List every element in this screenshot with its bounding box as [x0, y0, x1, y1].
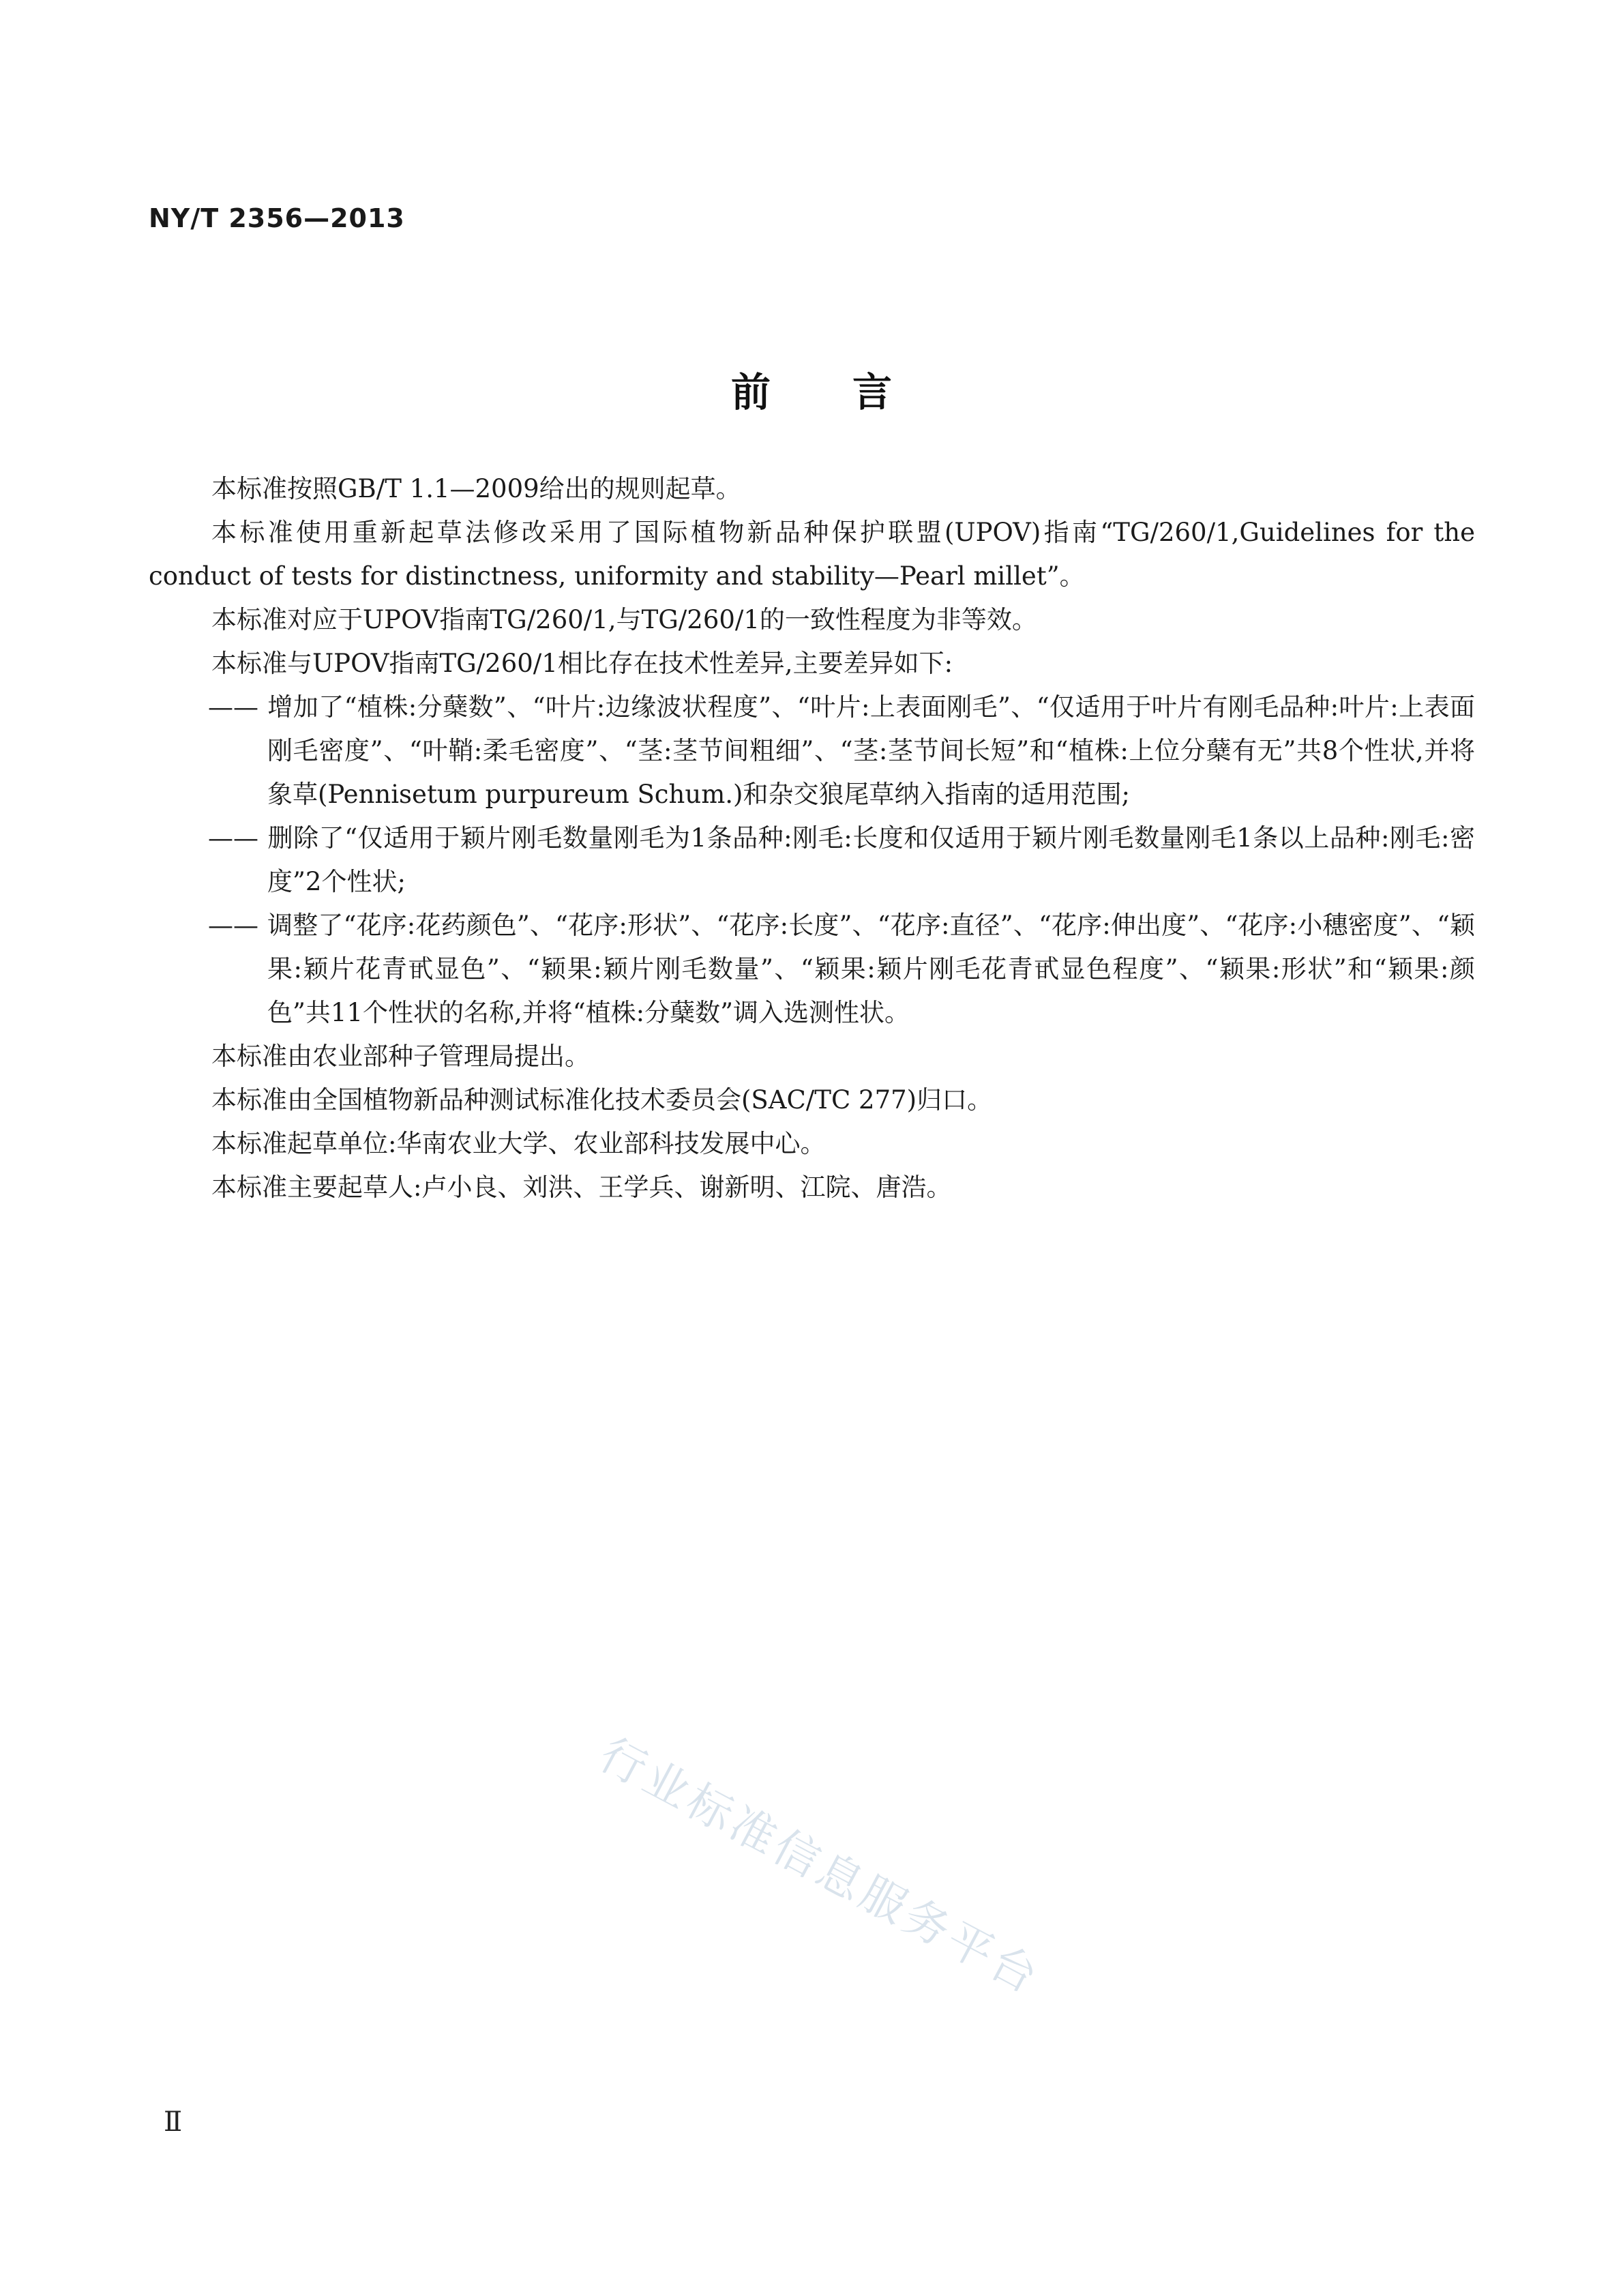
page-title: 前言	[730, 369, 974, 415]
list-dash: ——	[208, 823, 258, 853]
paragraph-proposed-by: 本标准由农业部种子管理局提出。	[211, 1042, 590, 1071]
paragraph-centralized-by: 本标准由全国植物新品种测试标准化技术委员会(SAC/TC 277)归口。	[211, 1085, 993, 1115]
paragraph-differences-intro: 本标准与UPOV指南TG/260/1相比存在技术性差异,主要差异如下:	[211, 649, 953, 678]
list-dash: ——	[208, 911, 258, 940]
paragraph-drafting-units: 本标准起草单位:华南农业大学、农业部科技发展中心。	[211, 1129, 826, 1158]
paragraph-equivalence: 本标准对应于UPOV指南TG/260/1,与TG/260/1的一致性程度为非等效。	[211, 605, 1037, 634]
list-dash: ——	[208, 692, 258, 722]
list-item-text: 删除了“仅适用于颖片刚毛数量刚毛为1条品种:刚毛:长度和仅适用于颖片刚毛数量刚毛1条以上品种:刚毛:密度”2个性状;	[267, 823, 1475, 896]
paragraph-drafting-rules: 本标准按照GB/T 1.1—2009给出的规则起草。	[211, 474, 741, 503]
list-item-adjusted-traits	[149, 904, 1475, 1035]
paragraph-drafters: 本标准主要起草人:卢小良、刘洪、王学兵、谢新明、江院、唐浩。	[211, 1173, 952, 1202]
list-item-added-traits	[149, 686, 1475, 816]
list-item-text: 增加了“植株:分蘖数”、“叶片:边缘波状程度”、“叶片:上表面刚毛”、“仅适用于叶片有刚毛品种:叶片:上表面刚毛密度”、“叶鞘:柔毛密度”、“茎:茎节间粗细”、“茎:茎节间长短”和“植株:上位分蘖有无”共8个性状,并将象草(Pennisetum purpureum Schum.)和杂交狼尾草纳入指南的适用范围;	[267, 692, 1475, 809]
paragraph-upov-adoption: 本标准使用重新起草法修改采用了国际植物新品种保护联盟(UPOV)指南“TG/260/1,Guidelines for the conduct of tests for distinctness, uniformity and stability—Pearl millet”。	[149, 518, 1475, 591]
list-item-deleted-traits	[149, 816, 1475, 904]
foreword-body	[149, 467, 1475, 1209]
list-item-text: 调整了“花序:花药颜色”、“花序:形状”、“花序:长度”、“花序:直径”、“花序:伸出度”、“花序:小穗密度”、“颖果:颖片花青甙显色”、“颖果:颖片刚毛数量”、“颖果:颖片刚毛花青甙显色程度”、“颖果:形状”和“颖果:颜色”共11个性状的名称,并将“植株:分蘖数”调入选测性状。	[267, 911, 1475, 1027]
standard-number: NY/T 2356—2013	[149, 203, 405, 233]
page-number: Ⅱ	[164, 2106, 183, 2138]
watermark: 行业标准信息服务平台	[591, 1728, 1049, 2005]
